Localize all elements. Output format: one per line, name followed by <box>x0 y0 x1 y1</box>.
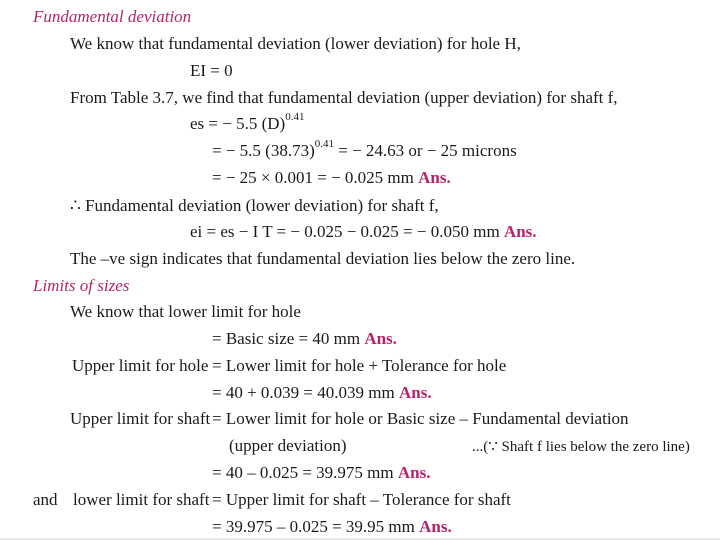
text-line: We know that fundamental deviation (lower deviation) for hole H, <box>70 34 521 53</box>
equation-line: = Lower limit for hole + Tolerance for hole <box>212 356 507 375</box>
heading-fundamental-deviation: Fundamental deviation <box>33 7 192 26</box>
text-line: ∴ Fundamental deviation (lower deviation) for shaft f, <box>70 196 439 215</box>
answer-label: Ans. <box>397 463 431 482</box>
side-note: ...(∵ Shaft f lies below the zero line) <box>472 439 690 455</box>
equation-part: = 40 – 0.025 = 39.975 mm <box>212 463 398 482</box>
equation-line <box>212 517 452 537</box>
equation-part: = 39.975 – 0.025 = 39.95 mm <box>212 517 420 536</box>
equation-line <box>212 383 432 403</box>
answer-label: Ans. <box>419 517 452 536</box>
exponent: 0.41 <box>285 111 305 124</box>
answer-label: Ans. <box>364 329 397 348</box>
text-line: We know that lower limit for hole <box>70 302 301 321</box>
equation-line <box>212 329 397 349</box>
equation-line <box>212 138 517 161</box>
heading-limits-of-sizes: Limits of sizes <box>33 276 130 295</box>
equation-part: = − 25 × 0.001 = − 0.025 mm <box>212 168 419 187</box>
equation-line <box>190 222 537 242</box>
equation-part: = − 5.5 (38.73) <box>212 141 315 160</box>
equation-line <box>212 168 451 188</box>
row-label: Upper limit for hole <box>72 356 209 375</box>
equation-line: = Upper limit for shaft – Tolerance for shaft <box>212 490 511 509</box>
answer-label: Ans. <box>503 222 537 241</box>
equation-line: = Lower limit for hole or Basic size – Fundamental deviation <box>212 409 629 428</box>
equation-ei: EI = 0 <box>190 61 233 80</box>
row-label: Upper limit for shaft <box>70 409 211 428</box>
equation-part: ei = es − I T = − 0.025 − 0.025 = − 0.050 mm <box>190 222 504 241</box>
equation-part: = − 24.63 or − 25 microns <box>334 141 517 160</box>
text-line: From Table 3.7, we find that fundamental deviation (upper deviation) for shaft f, <box>70 88 618 107</box>
answer-label: Ans. <box>418 168 451 187</box>
equation-line: (upper deviation) <box>229 436 347 455</box>
exponent: 0.41 <box>314 138 334 151</box>
equation-part: = 40 + 0.039 = 40.039 mm <box>212 383 399 402</box>
and-word: and <box>33 490 58 509</box>
equation-line <box>212 463 430 483</box>
answer-label: Ans. <box>398 383 432 402</box>
equation-es <box>190 111 305 134</box>
equation-part: = Basic size = 40 mm <box>212 329 365 348</box>
equation-part: es = − 5.5 (D) <box>190 114 286 133</box>
row-label: lower limit for shaft <box>73 490 210 509</box>
text-line: The –ve sign indicates that fundamental deviation lies below the zero line. <box>70 249 576 268</box>
